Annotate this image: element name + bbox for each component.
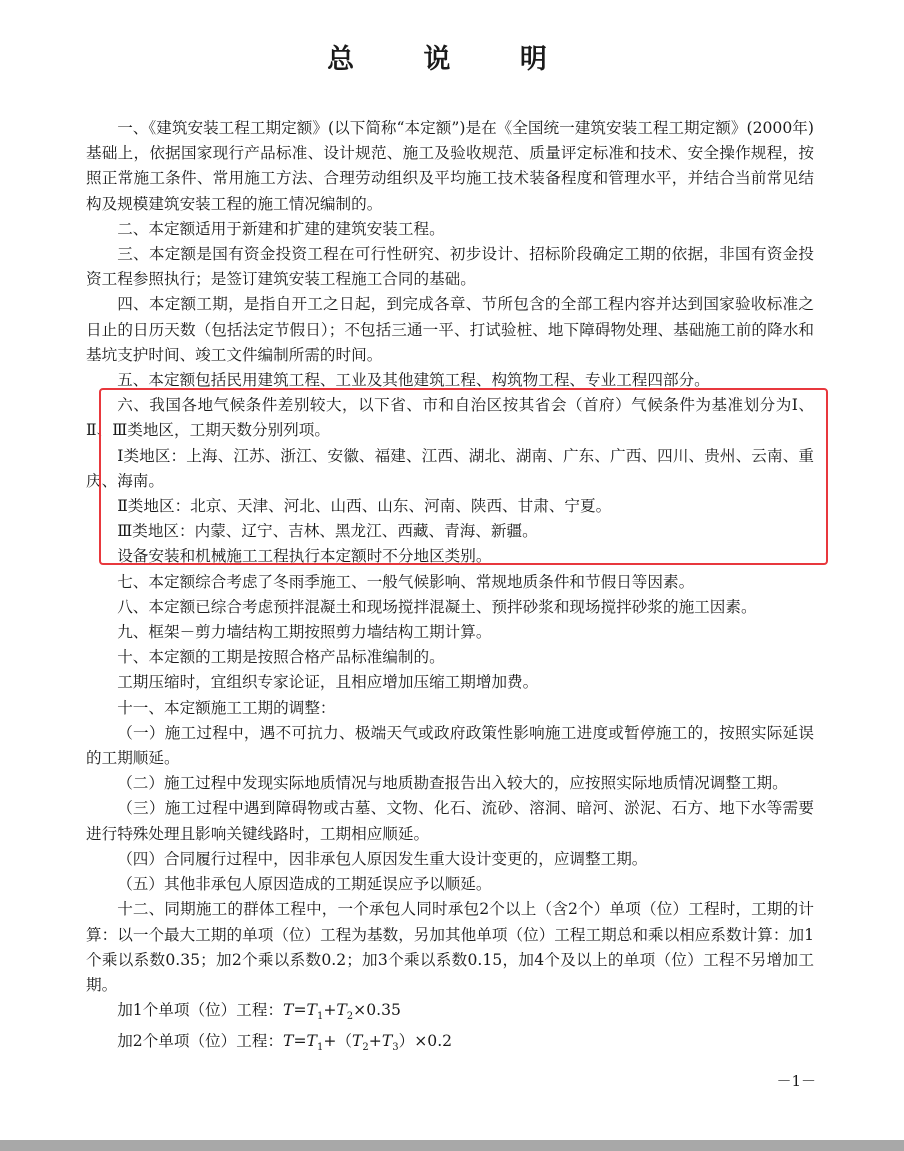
paragraph-11-item-1: （一）施工过程中，遇不可抗力、极端天气或政府政策性影响施工进度或暂停施工的，按照实际延误的工期顺延。 <box>86 723 814 768</box>
formula-1-T: T <box>283 1001 294 1020</box>
formula-2-eq: = <box>293 1032 307 1051</box>
paragraph-12: 十二、同期施工的群体工程中，一个承包人同时承包2个以上（含2个）单项（位）工程时，工期的计算：以一个最大工期的单项（位）工程为基数，另加其他单项（位）工程工期总和乘以相应系数计算：加1个乘以系数0.35；加2个乘以系数0.2；加3个乘以系数0.15，加4个及以上的单项（位）工程不另增加工期。 <box>86 900 814 994</box>
formula-1-eq: = <box>293 1001 307 1020</box>
formula-2 <box>86 1029 814 1060</box>
page-title: 总 说 明 <box>327 44 577 75</box>
formula-1-plus: + <box>323 1001 337 1020</box>
paragraph-8: 八、本定额已综合考虑预拌混凝土和现场搅拌混凝土、预拌砂浆和现场搅拌砂浆的施工因素。 <box>117 597 757 616</box>
formula-1-sub2: 2 <box>346 1011 354 1023</box>
region-class-2: Ⅱ类地区：北京、天津、河北、山西、山东、河南、陕西、甘肃、宁夏。 <box>117 497 612 516</box>
formula-2-T2: T <box>351 1032 363 1051</box>
formula-1-T1: T <box>306 1001 317 1020</box>
paragraph-9: 九、框架－剪力墙结构工期按照剪力墙结构工期计算。 <box>117 623 492 642</box>
paragraph-11-item-5: （五）其他非承包人原因造成的工期延误应予以顺延。 <box>117 875 492 894</box>
formula-2-sub2: 2 <box>362 1042 369 1054</box>
paragraph-11-item-4: （四）合同履行过程中，因非承包人原因发生重大设计变更的，应调整工期。 <box>117 849 648 868</box>
highlight-box <box>99 388 828 565</box>
formula-1-T2: T <box>336 1001 347 1020</box>
paragraph-2: 二、本定额适用于新建和扩建的建筑安装工程。 <box>117 219 445 238</box>
paragraph-7: 七、本定额综合考虑了冬雨季施工、一般气候影响、常规地质条件和节假日等因素。 <box>117 572 695 591</box>
formula-2-sub3: 3 <box>392 1042 399 1054</box>
formula-2-plus: +（ <box>323 1032 352 1051</box>
paragraph-11-item-3: （三）施工过程中遇到障碍物或古墓、文物、化石、流砂、溶洞、暗河、淤泥、石方、地下水等需要进行特殊处理且影响关键线路时，工期相应顺延。 <box>86 799 814 843</box>
paragraph-3: 三、本定额是国有资金投资工程在可行性研究、初步设计、招标阶段确定工期的依据，非国有资金投资工程参照执行；是签订建筑安装工程施工合同的基础。 <box>86 245 814 289</box>
formula-2-sub1: 1 <box>316 1042 324 1054</box>
region-class-1: Ⅰ类地区：上海、江苏、浙江、安徽、福建、江西、湖北、湖南、广东、广西、四川、贵州、云南、重庆、海南。 <box>86 446 814 490</box>
paragraph-5: 五、本定额包括民用建筑工程、工业及其他建筑工程、构筑物工程、专业工程四部分。 <box>117 371 710 390</box>
paragraph-11: 十一、本定额施工工期的调整： <box>117 698 336 717</box>
document-body <box>86 116 814 1061</box>
paragraph-10-note: 工期压缩时，宜组织专家论证，且相应增加压缩工期增加费。 <box>117 673 539 692</box>
region-note: 设备安装和机械施工工程执行本定额时不分地区类别。 <box>117 547 492 566</box>
paragraph-6: 六、我国各地气候条件差别较大，以下省、市和自治区按其省会（首府）气候条件为基准划分为Ⅰ、Ⅱ、Ⅲ类地区，工期天数分别列项。 <box>86 396 814 440</box>
paragraph-10: 十、本定额的工期是按照合格产品标准编制的。 <box>117 648 445 667</box>
formula-2-label: 加2个单项（位）工程： <box>117 1032 284 1051</box>
formula-2-tail: ）×0.2 <box>398 1032 453 1051</box>
paragraph-4: 四、本定额工期，是指自开工之日起，到完成各章、节所包含的全部工程内容并达到国家验收标准之日止的日历天数（包括法定节假日）；不包括三通一平、打试验桩、地下障碍物处理、基础施工前的降水和基坑支护时间、竣工文件编制所需的时间。 <box>86 295 814 364</box>
viewer-bottom-bar <box>0 1140 904 1151</box>
formula-2-T3: T <box>381 1032 393 1051</box>
formula-2-T1: T <box>306 1032 317 1051</box>
formula-1-sub1: 1 <box>316 1011 324 1023</box>
formula-2-plus2: + <box>368 1032 382 1051</box>
formula-1-tail: ×0.35 <box>353 1001 401 1020</box>
formula-2-T: T <box>283 1032 294 1051</box>
paragraph-11-item-2: （二）施工过程中发现实际地质情况与地质勘查报告出入较大的，应按照实际地质情况调整工期。 <box>117 774 788 793</box>
formula-1 <box>86 998 814 1029</box>
page-number: －1－ <box>776 1072 816 1090</box>
paragraph-1: 一、《建筑安装工程工期定额》(以下简称“本定额”)是在《全国统一建筑安装工程工期定额》(2000年)基础上，依据国家现行产品标准、设计规范、施工及验收规范、质量评定标准和技术、安全操作规程，按照正常施工条件、常用施工方法、合理劳动组织及平均施工技术装备程度和管理水平，并结合当前常见结构及规模建筑安装工程的施工情况编制的。 <box>86 119 814 213</box>
region-class-3: Ⅲ类地区：内蒙、辽宁、吉林、黑龙江、西藏、青海、新疆。 <box>117 522 538 541</box>
formula-1-label: 加1个单项（位）工程： <box>117 1001 284 1020</box>
